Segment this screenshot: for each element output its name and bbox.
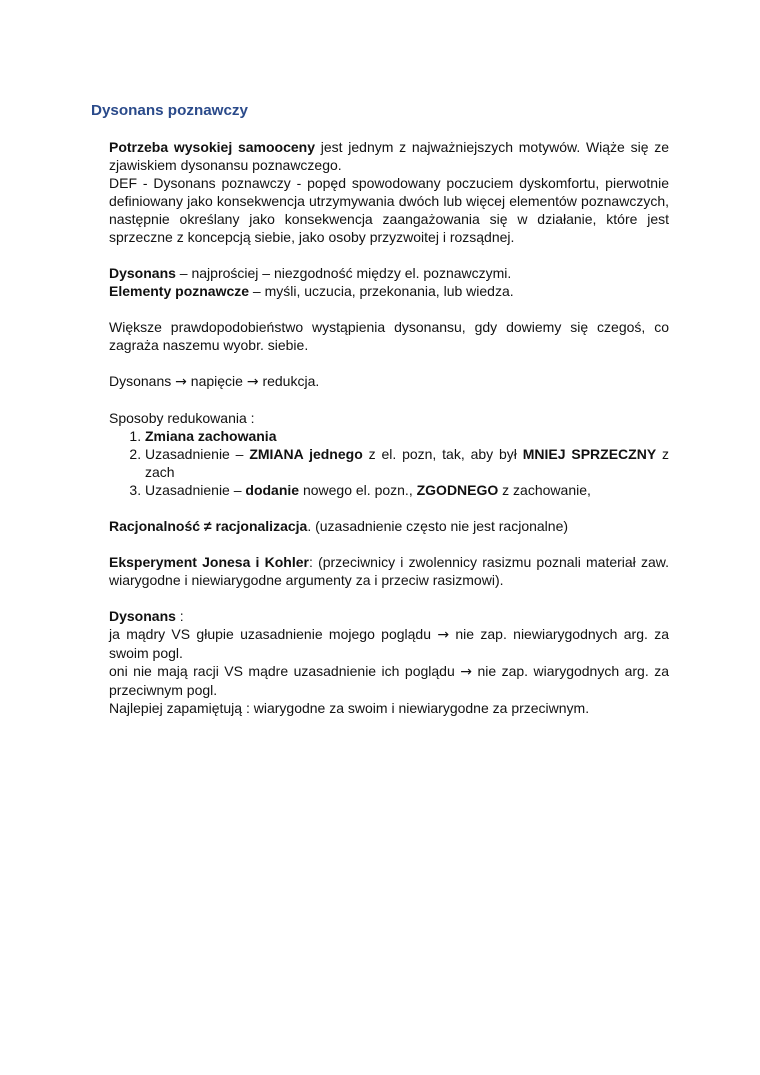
bold-term: Potrzeba wysokiej samooceny xyxy=(109,139,315,155)
methods-list xyxy=(109,427,669,499)
arrow-right-icon: → xyxy=(175,374,187,390)
list-item: 3. Uzasadnienie – dodanie nowego el. pozn., ZGODNEGO z zachowanie, xyxy=(145,481,669,499)
paragraph-dysonans xyxy=(109,264,669,282)
bold-term: Elementy poznawcze xyxy=(109,283,250,299)
paragraph-methods-title: Sposoby redukowania : xyxy=(109,410,255,426)
section-heading: Dysonans poznawczy xyxy=(91,102,248,119)
bold-term: Dysonans xyxy=(109,608,176,624)
paragraph-self-esteem xyxy=(109,138,669,174)
paragraph-experiment: Eksperyment Jonesa i Kohler: (przeciwnicy i zwolennicy rasizmu poznali materiał zaw. wiarygodne i niewiarygodne argumenty za i przeciw rasizmowi). xyxy=(109,554,669,588)
arrow-right-icon: → xyxy=(460,664,472,680)
paragraph-probability: Większe prawdopodobieństwo wystąpienia dysonansu, gdy dowiemy się czegoś, co zagraża naszemu wyobr. siebie. xyxy=(109,319,669,353)
paragraph-text: – myśli, uczucia, przekonania, lub wiedza. xyxy=(249,283,514,299)
list-item: 2. Uzasadnienie – ZMIANA jednego z el. pozn, tak, aby był MNIEJ SPRZECZNY z zach xyxy=(145,445,669,481)
paragraph-dysonans-label: Dysonans : xyxy=(109,608,184,624)
paragraph-sequence: Dysonans → napięcie → redukcja. xyxy=(109,373,320,390)
paragraph-definition: DEF - Dysonans poznawczy - popęd spowodowany poczuciem dyskomfortu, pierwotnie definiowany jako konsekwencja utrzymywania dwóch lub więcej elementów poznawczych, następnie określany jako konsekwencja zaangażowania się w działanie, które jest sprzeczne z koncepcją siebie, jako osoby przyzwoitej i rozsądnej. xyxy=(109,175,669,245)
paragraph-their-view: oni nie mają racji VS mądre uzasadnienie ich poglądu → nie zap. wiarygodnych arg. za przeciwnym pogl. xyxy=(109,663,669,698)
paragraph-text: jest jednym z najważniejszych motywów. Wiąże się ze zjawiskiem dysonansu poznawczego. xyxy=(109,139,669,173)
bold-term: Dysonans xyxy=(109,265,176,281)
bold-term: Eksperyment Jonesa i Kohler xyxy=(109,554,309,570)
paragraph-elements xyxy=(109,282,669,300)
paragraph-text: – najprościej – niezgodność między el. poznawczymi. xyxy=(175,265,512,281)
paragraph-own-view: ja mądry VS głupie uzasadnienie mojego poglądu → nie zap. niewiarygodnych arg. za swoim pogl. xyxy=(109,626,669,661)
paragraph-rationality: Racjonalność ≠ racjonalizacja. (uzasadnienie często nie jest racjonalne) xyxy=(109,518,569,534)
paragraph-conclusion: Najlepiej zapamiętują : wiarygodne za swoim i niewiarygodne za przeciwnym. xyxy=(109,700,590,716)
arrow-right-icon: → xyxy=(246,374,259,390)
document-body xyxy=(109,138,669,717)
arrow-right-icon: → xyxy=(437,627,450,643)
bold-term: Racjonalność ≠ racjonalizacja xyxy=(109,518,308,534)
list-item: 1. Zmiana zachowania xyxy=(145,427,669,445)
